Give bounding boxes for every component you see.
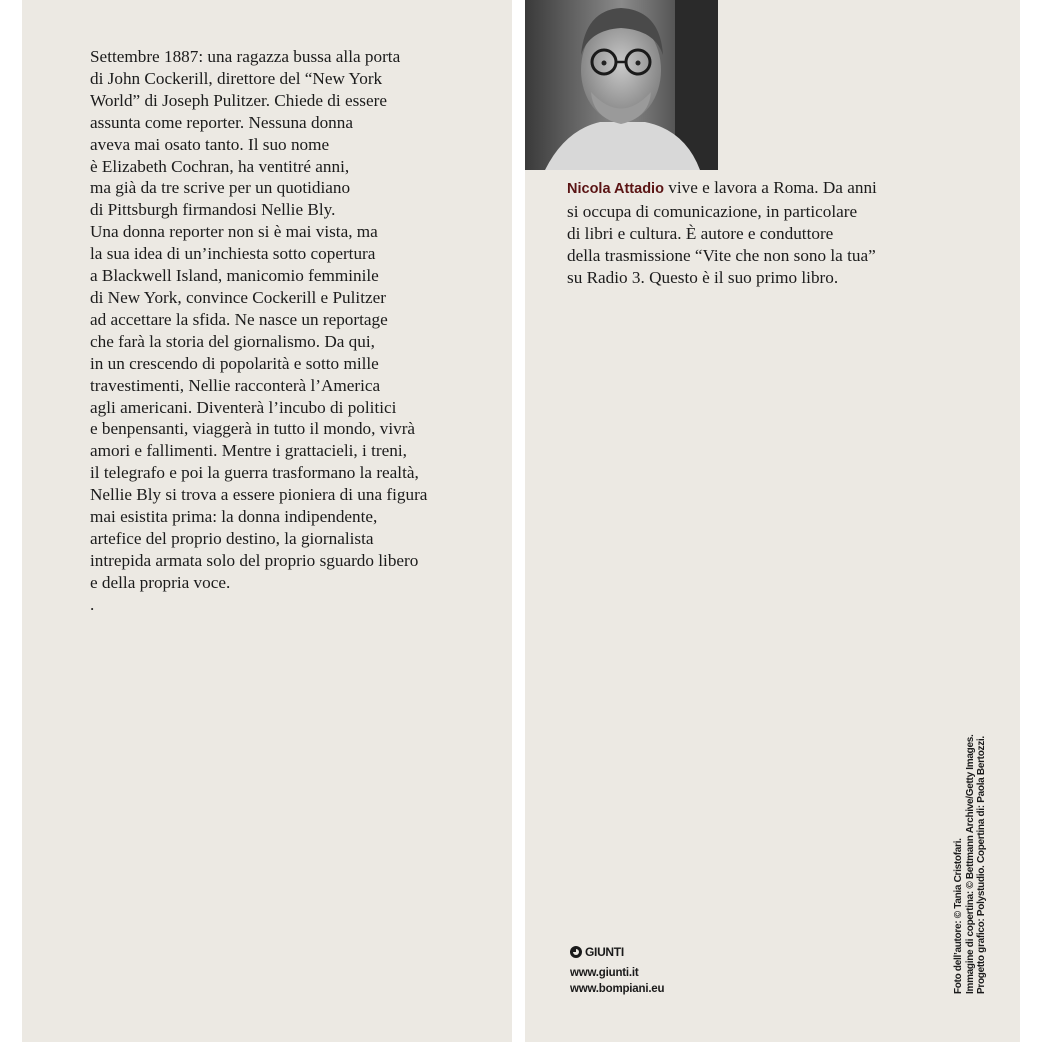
bio-line: su Radio 3. Questo è il suo primo libro. (567, 267, 839, 287)
publisher-logo (570, 943, 624, 961)
synopsis-line: ma già da tre scrive per un quotidiano (90, 178, 351, 198)
synopsis-line: artefice del proprio destino, la giornalista (90, 528, 374, 548)
author-name: Nicola Attadio (567, 181, 664, 197)
image-credits (953, 735, 988, 994)
synopsis-line: e benpensanti, viaggerà in tutto il mondo, vivrà (90, 419, 416, 439)
synopsis-line: ad accettare la sfida. Ne nasce un reportage (90, 309, 388, 329)
synopsis-line: la sua idea di un’inchiesta sotto copertura (90, 244, 376, 264)
bio-line: della trasmissione “Vite che non sono la tua” (567, 245, 876, 265)
bio-line: si occupa di comunicazione, in particolare (567, 201, 858, 221)
synopsis-line: a Blackwell Island, manicomio femminile (90, 266, 379, 286)
credit-line: Immagine di copertina: © Bettmann Archive/Getty Images. (964, 734, 976, 994)
author-photo (525, 0, 718, 170)
synopsis-line: il telegrafo e poi la guerra trasformano la realtà, (90, 463, 419, 483)
synopsis-line: di New York, convince Cockerill e Pulitzer (90, 287, 386, 307)
synopsis-line: assunta come reporter. Nessuna donna (90, 112, 353, 132)
synopsis-line: intrepida armata solo del proprio sguardo libero (90, 550, 419, 570)
website-link[interactable]: www.giunti.it (570, 967, 639, 979)
giunti-logo-icon (570, 946, 582, 958)
synopsis-line: che farà la storia del giornalismo. Da qui, (90, 331, 375, 351)
synopsis-line: in un crescendo di popolarità e sotto mille (90, 353, 379, 373)
synopsis-line: di Pittsburgh firmandosi Nellie Bly. (90, 200, 336, 220)
synopsis-line: è Elizabeth Cochran, ha ventitré anni, (90, 156, 350, 176)
synopsis-line: Nellie Bly si trova a essere pioniera di una figura (90, 485, 428, 505)
synopsis-line: travestimenti, Nellie racconterà l’America (90, 375, 381, 395)
bio-first-line-rest: vive e lavora a Roma. Da anni (663, 178, 877, 197)
credit-line: Progetto grafico: Polystudio. Copertina di: Paola Bertozzi. (976, 736, 987, 994)
credit-line: Foto dell’autore: © Tania Cristofari. (953, 838, 964, 994)
website-link[interactable]: www.bompiani.eu (570, 982, 665, 995)
synopsis-line: e della propria voce. (90, 572, 231, 592)
synopsis-line: agli americani. Diventerà l’incubo di politici (90, 397, 397, 417)
synopsis-text (90, 46, 490, 616)
websites (570, 966, 664, 997)
synopsis-line: mai esistita prima: la donna indipendente, (90, 507, 378, 527)
bio-line: di libri e cultura. È autore e conduttore (567, 223, 834, 243)
publisher-name: GIUNTI (585, 945, 624, 959)
bio-first-line (567, 177, 927, 201)
synopsis-line: . (90, 594, 95, 614)
synopsis-line: amori e fallimenti. Mentre i grattacieli, i treni, (90, 441, 407, 461)
synopsis-line: Settembre 1887: una ragazza bussa alla porta (90, 47, 401, 66)
synopsis-line: Una donna reporter non si è mai vista, ma (90, 222, 378, 242)
synopsis-line: aveva mai osato tanto. Il suo nome (90, 134, 330, 154)
synopsis-line: di John Cockerill, direttore del “New York (90, 68, 383, 88)
synopsis-line: World” di Joseph Pulitzer. Chiede di essere (90, 90, 387, 110)
author-bio (567, 177, 927, 289)
